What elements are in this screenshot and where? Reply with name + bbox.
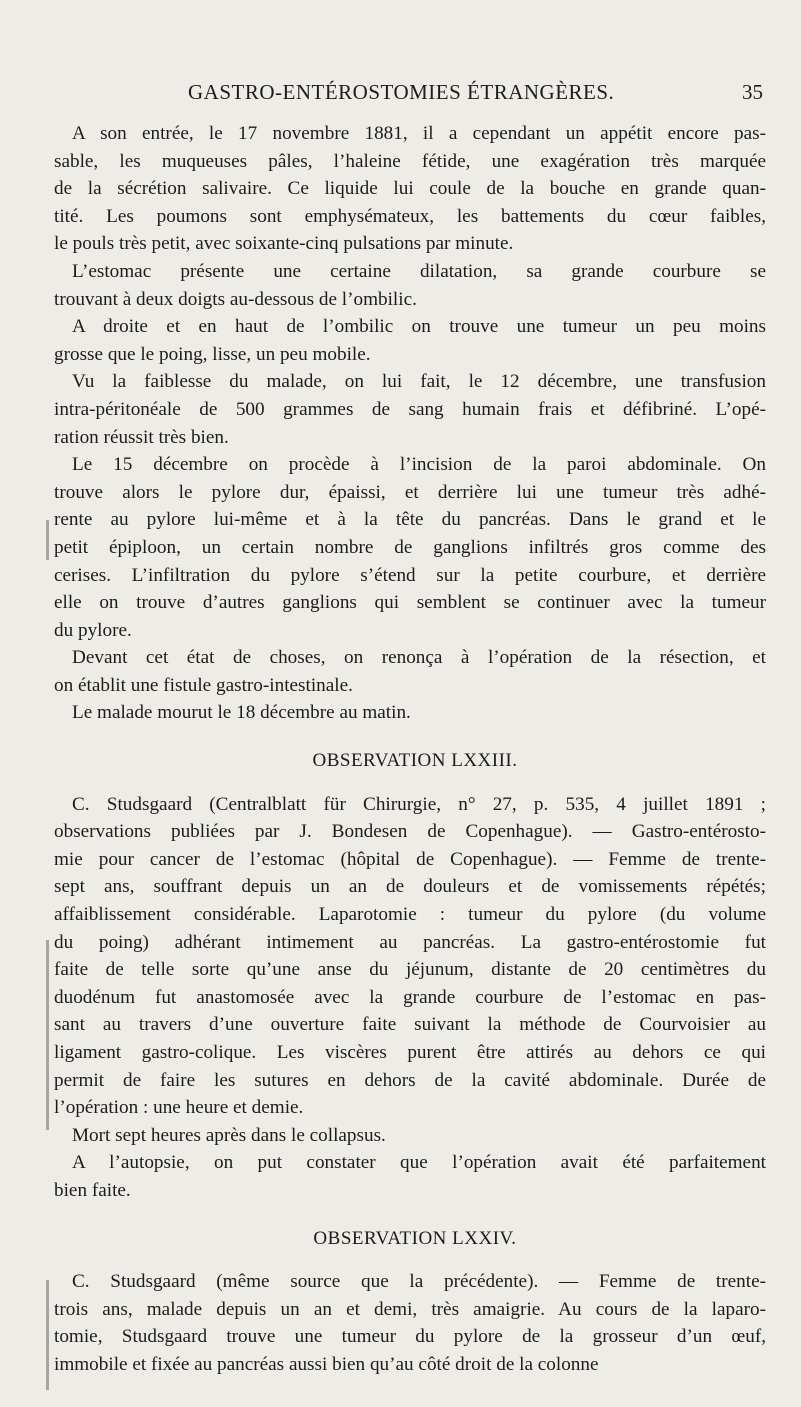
text-line: Vu la faiblesse du malade, on lui fait, le 12 décembre, une transfusion xyxy=(72,371,766,393)
text-line: affaiblissement considérable. Laparotomie : tumeur du pylore (du volume xyxy=(54,904,766,926)
text-line: l’opération : une heure et demie. xyxy=(54,1097,304,1119)
text-line: rente au pylore lui-même et à la tête du pancréas. Dans le grand et le xyxy=(54,509,766,531)
text-line: Mort sept heures après dans le collapsus. xyxy=(72,1124,386,1146)
margin-mark xyxy=(46,940,49,1130)
text-line: tité. Les poumons sont emphysémateux, les battements du cœur faibles, xyxy=(54,205,766,227)
text-line: ration réussit très bien. xyxy=(54,426,229,448)
observation-heading-74: OBSERVATION LXXIV. xyxy=(313,1227,517,1249)
opening-paragraphs xyxy=(54,120,766,727)
text-line: du poing) adhérant intimement au pancréas. La gastro-entérostomie fut xyxy=(54,931,766,953)
text-line: Le malade mourut le 18 décembre au matin. xyxy=(72,702,411,724)
text-line: sept ans, souffrant depuis un an de douleurs et de vomissements répétés; xyxy=(54,876,766,898)
text-line: intra-péritonéale de 500 grammes de sang humain frais et défibriné. L’opé- xyxy=(54,398,766,420)
text-line: immobile et fixée au pancréas aussi bien qu’au côté droit de la colonne xyxy=(54,1353,599,1375)
page-number: 35 xyxy=(742,80,763,104)
text-line: le pouls très petit, avec soixante-cinq pulsations par minute. xyxy=(54,233,514,255)
paragraph xyxy=(54,1149,766,1204)
text-line: elle on trouve d’autres ganglions qui semblent se continuer avec la tumeur xyxy=(54,592,766,614)
paragraph xyxy=(54,791,766,1122)
margin-mark xyxy=(46,1280,49,1390)
text-line: tomie, Studsgaard trouve une tumeur du pylore de la grosseur d’un œuf, xyxy=(54,1326,766,1348)
observation-73-text xyxy=(54,791,766,1205)
margin-mark xyxy=(46,520,49,560)
paragraph xyxy=(54,451,766,644)
paragraph xyxy=(54,1268,766,1378)
paragraph xyxy=(54,258,766,313)
text-line: bien faite. xyxy=(54,1179,131,1201)
text-line: trouvant à deux doigts au-dessous de l’ombilic. xyxy=(54,288,417,310)
text-line: mie pour cancer de l’estomac (hôpital de Copenhague). — Femme de trente- xyxy=(54,848,766,870)
observation-74-text xyxy=(54,1268,766,1378)
paragraph xyxy=(54,313,766,368)
text-line: on établit une fistule gastro-intestinale. xyxy=(54,674,353,696)
text-line: sable, les muqueuses pâles, l’haleine fétide, une exagération très marquée xyxy=(54,150,766,172)
text-line: C. Studsgaard (Centralblatt für Chirurgie, n° 27, p. 535, 4 juillet 1891 ; xyxy=(72,793,766,815)
text-line: ligament gastro-colique. Les viscères purent être attirés au dehors ce qui xyxy=(54,1042,766,1063)
text-line: duodénum fut anastomosée avec la grande courbure de l’estomac en pas- xyxy=(54,986,766,1008)
paragraph xyxy=(54,368,766,451)
text-line: cerises. L’infiltration du pylore s’étend sur la petite courbure, et derrière xyxy=(54,564,766,586)
text-line: permit de faire les sutures en dehors de la cavité abdominale. Durée de xyxy=(54,1069,766,1091)
text-line: A son entrée, le 17 novembre 1881, il a cependant un appétit encore pas- xyxy=(72,123,766,144)
text-line: petit épiploon, un certain nombre de ganglions infiltrés gros comme des xyxy=(54,536,766,558)
body-text xyxy=(54,120,766,1379)
text-line: A droite et en haut de l’ombilic on trouve une tumeur un peu moins xyxy=(72,316,766,338)
paragraph xyxy=(54,699,766,727)
text-line: Le 15 décembre on procède à l’incision de la paroi abdominale. On xyxy=(72,454,766,476)
text-line: grosse que le poing, lisse, un peu mobile. xyxy=(54,343,371,365)
observation-heading-73: OBSERVATION LXXIII. xyxy=(312,750,518,772)
text-line: A l’autopsie, on put constater que l’opération avait été parfaitement xyxy=(72,1152,766,1174)
paragraph xyxy=(54,644,766,699)
text-line: Devant cet état de choses, on renonça à l’opération de la résection, et xyxy=(72,647,766,669)
text-line: de la sécrétion salivaire. Ce liquide lui coule de la bouche en grande quan- xyxy=(54,178,766,200)
text-line: du pylore. xyxy=(54,619,132,641)
text-line: L’estomac présente une certaine dilatation, sa grande courbure se xyxy=(72,260,766,282)
text-line: sant au travers d’une ouverture faite suivant la méthode de Courvoisier au xyxy=(54,1014,766,1036)
text-line: observations publiées par J. Bondesen de Copenhague). — Gastro-entérosto- xyxy=(54,821,766,843)
text-line: faite de telle sorte qu’une anse du jéjunum, distante de 20 centimètres du xyxy=(54,959,766,981)
text-line: trois ans, malade depuis un an et demi, très amaigrie. Au cours de la laparo- xyxy=(54,1298,766,1320)
running-title: GASTRO-ENTÉROSTOMIES ÉTRANGÈRES. xyxy=(188,80,615,104)
text-line: C. Studsgaard (même source que la précédente). — Femme de trente- xyxy=(72,1271,766,1293)
text-line: trouve alors le pylore dur, épaissi, et derrière lui une tumeur très adhé- xyxy=(54,481,766,503)
paragraph xyxy=(54,120,766,258)
paragraph xyxy=(54,1122,766,1150)
